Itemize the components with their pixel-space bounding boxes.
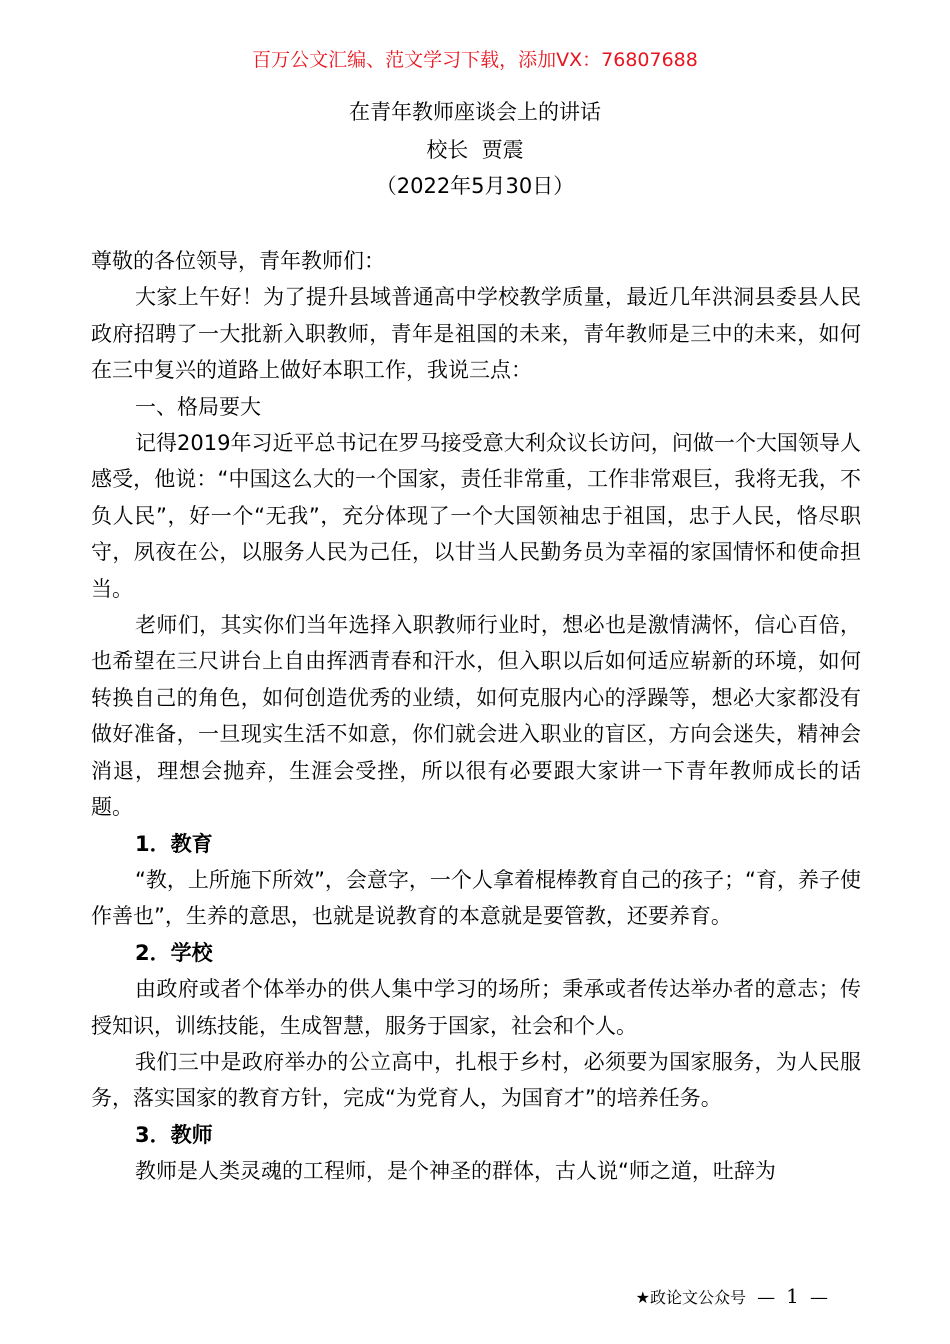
subsection-heading: 1．教育 [135,831,213,856]
footer-source: ★政论文公众号 [635,1288,746,1307]
page-number: 1 [786,1284,799,1308]
page-footer [636,1285,834,1309]
document-title: 在青年教师座谈会上的讲话 [349,100,601,124]
footer-dash-left: — [757,1287,776,1308]
intro-paragraph: 大家上午好！为了提升县域普通高中学校教学质量，最近几年洪洞县委县人民政府招聘了一大批新入职教师，青年是祖国的未来，青年教师是三中的未来，如何在三中复兴的道路上做好本职工作，我说三点： [91,285,861,383]
paragraph: “教，上所施下所效”，会意字，一个人拿着棍棒教育自己的孩子；“育，养子使作善也”，生养的意思，也就是说教育的本意就是要管教，还要养育。 [91,867,861,929]
paragraph: 我们三中是政府举办的公立高中，扎根于乡村，必须要为国家服务，为人民服务，落实国家的教育方针，完成“为党育人，为国育才”的培养任务。 [91,1049,861,1111]
paragraph: 由政府或者个体举办的供人集中学习的场所；秉承或者传达举办者的意志；传授知识，训练技能，生成智慧，服务于国家，社会和个人。 [91,977,861,1038]
document-date: （2022年5月30日） [375,174,575,198]
subsection-heading: 2．学校 [135,940,213,965]
subsection-heading: 3．教师 [135,1122,213,1147]
paragraph: 老师们，其实你们当年选择入职教师行业时，想必也是激情满怀，信心百倍，也希望在三尺讲台上自由挥洒青春和汗水，但入职以后如何适应崭新的环境，如何转换自己的角色，如何创造优秀的业绩，如何克服内心的浮躁等，想必大家都没有做好准备，一旦现实生活不如意，你们就会进入职业的盲区，方向会迷失，精神会消退，理想会抛弃，生涯会受挫，所以很有必要跟大家讲一下青年教师成长的话题。 [91,613,861,820]
section-heading: 一、格局要大 [135,394,261,419]
document-body [91,243,861,1190]
paragraph: 记得2019年习近平总书记在罗马接受意大利众议长访问，问做一个大国领导人感受，他说：“中国这么大的一个国家，责任非常重，工作非常艰巨，我将无我，不负人民”，好一个“无我”，充分体现了一个大国领袖忠于祖国，忠于人民，恪尽职守，夙夜在公，以服务人民为己任，以甘当人民勤务员为幸福的家国情怀和使命担当。 [91,431,861,601]
paragraph: 教师是人类灵魂的工程师，是个神圣的群体，古人说“师之道，吐辞为 [135,1159,776,1184]
download-banner: 百万公文汇编、范文学习下载，添加VX：76807688 [252,49,698,71]
footer-dash-right: — [810,1287,828,1308]
salutation: 尊敬的各位领导，青年教师们： [91,249,385,273]
document-author: 校长 贾震 [426,138,524,162]
